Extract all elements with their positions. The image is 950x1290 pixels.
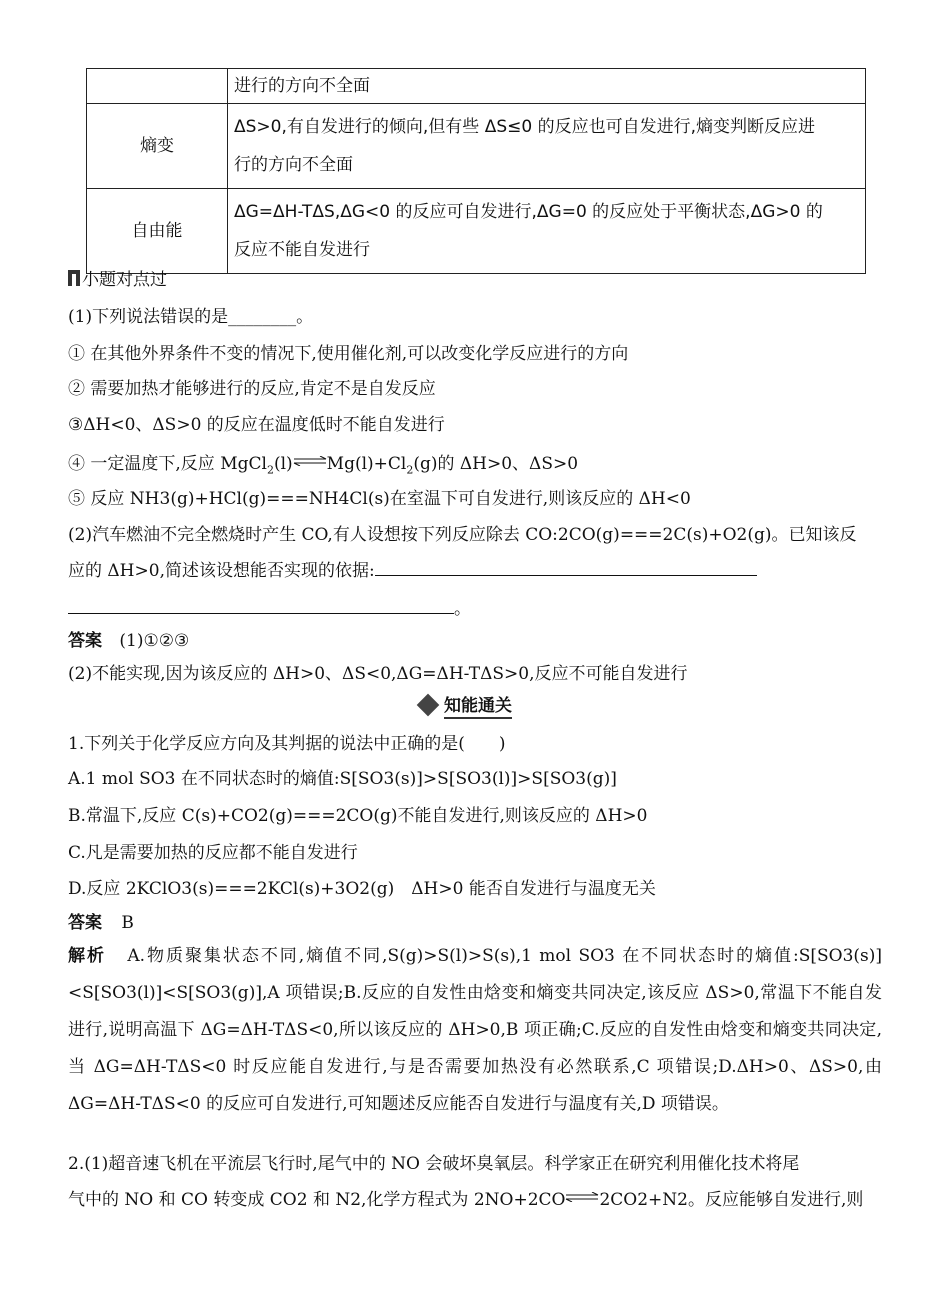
answer-line: (2)不能实现,因为该反应的 ΔH>0、ΔS<0,ΔG=ΔH-TΔS>0,反应不可能自发进行 xyxy=(68,664,688,684)
table-value-cell xyxy=(228,189,866,274)
table-row xyxy=(87,104,866,189)
answer-label: 答案 xyxy=(68,631,102,651)
mc-stem: 1.下列关于化学反应方向及其判据的说法中正确的是( ) xyxy=(68,734,506,754)
option-2: ② 需要加热才能够进行的反应,肯定不是自发反应 xyxy=(68,379,436,399)
criteria-table xyxy=(86,68,866,274)
mc-option-d: D.反应 2KClO3(s)===2KCl(s)+3O2(g) ΔH>0 能否自发进行与温度无关 xyxy=(68,879,656,899)
question-2-line xyxy=(68,556,757,581)
mc-option-a: A.1 mol SO3 在不同状态时的熵值:S[SO3(s)]>S[SO3(l)]>S[SO3(g)] xyxy=(68,769,617,789)
answer-text: B xyxy=(121,913,134,933)
option-1: ① 在其他外界条件不变的情况下,使用催化剂,可以改变化学反应进行的方向 xyxy=(68,344,629,364)
mc-option-b: B.常温下,反应 C(s)+CO2(g)===2CO(g)不能自发进行,则该反应的 ΔH>0 xyxy=(68,806,648,826)
diamond-icon xyxy=(417,694,440,717)
option-4: ④ 一定温度下,反应 MgCl$_2$(l) $Mg(l)+Cl_2(g)$的 ΔH>0、ΔS>0 xyxy=(68,454,579,477)
answer-text: (1)①②③ xyxy=(119,631,190,651)
option-5: ⑤ 反应 NH3(g)+HCl(g)===NH4Cl(s)在室温下可自发进行,则该反应的 ΔH<0 xyxy=(68,489,691,509)
banner-title: 知能通关 xyxy=(444,691,512,719)
option-4-text: (g)的 ΔH>0、ΔS>0 xyxy=(413,454,579,474)
question-2-line: (2)汽车燃油不完全燃烧时产生 CO,有人设想按下列反应除去 CO:2CO(g)===2C(s)+O2(g)。已知该反 xyxy=(68,525,857,545)
answer-line xyxy=(68,908,134,933)
question-text: 气中的 NO 和 CO 转变成 CO2 和 N2,化学方程式为 2NO+2CO xyxy=(68,1190,566,1210)
question-2-line xyxy=(68,594,471,619)
table-value-cell xyxy=(228,104,866,189)
question-text: 2CO2+N2。反应能够自发进行,则 xyxy=(599,1190,864,1210)
question-line xyxy=(68,1185,863,1210)
table-value-line: 行的方向不全面 xyxy=(234,155,353,175)
table-row xyxy=(87,189,866,274)
option-4-text: Mg(l)+Cl xyxy=(326,454,407,474)
table-key-cell: 自由能 xyxy=(87,189,228,274)
answer-blank xyxy=(375,559,757,576)
analysis-text: A.物质聚集状态不同,熵值不同,S(g)>S(l)>S(s),1 mol SO3 在不同状态时的熵值:S[SO3(s)]<S[SO3(l)]<S[SO3(g)],A 项错误;B.反应的自发性由焓变和熵变共同决定,该反应 ΔS>0,常温下不能自发进行,说明高温下 ΔG=ΔH-TΔS<0,所以该反应的 ΔH>0,B 项正确;C.反应的自发性由焓变和熵变共同决定,当 ΔG=ΔH-TΔS<0 时反应能自发进行,与是否需要加热没有必然联系,C 项错误;D.ΔH>0、ΔS>0,由 ΔG=ΔH-TΔS<0 的反应可自发进行,可知题述反应能否自发进行与温度有关,D 项错误。 xyxy=(68,946,883,1114)
table-value-line: ΔS>0,有自发进行的倾向,但有些 ΔS≤0 的反应也可自发进行,熵变判断反应进 xyxy=(234,117,815,137)
option-4-text: (l) xyxy=(273,454,293,474)
section-heading xyxy=(68,265,167,290)
table-key-cell: 熵变 xyxy=(87,104,228,189)
equilibrium-arrow-icon xyxy=(293,456,327,466)
mc-option-c: C.凡是需要加热的反应都不能自发进行 xyxy=(68,843,358,863)
table-key-cell xyxy=(87,69,228,104)
table-value-cell: 进行的方向不全面 xyxy=(228,69,866,104)
answer-line xyxy=(68,626,189,651)
answer-label: 答案 xyxy=(68,913,102,933)
table-row xyxy=(87,69,866,104)
analysis-paragraph xyxy=(68,938,882,1123)
answer-blank xyxy=(68,597,454,614)
option-3: ③ΔH<0、ΔS>0 的反应在温度低时不能自发进行 xyxy=(68,415,445,435)
question-2-text: 应的 ΔH>0,简述该设想能否实现的依据: xyxy=(68,561,375,581)
table-value-line: 反应不能自发进行 xyxy=(234,240,370,260)
section-marker-icon xyxy=(68,270,80,286)
question-2-text: 。 xyxy=(454,599,471,619)
analysis-label: 解析 xyxy=(68,946,106,966)
section-banner xyxy=(420,691,512,719)
section-title: 小题对点过 xyxy=(82,270,167,290)
equilibrium-arrow-icon xyxy=(565,1192,599,1202)
table-value-line: ΔG=ΔH-TΔS,ΔG<0 的反应可自发进行,ΔG=0 的反应处于平衡状态,ΔG>0 的 xyxy=(234,202,823,222)
question-line: 2.(1)超音速飞机在平流层飞行时,尾气中的 NO 会破坏臭氧层。科学家正在研究利用催化技术将尾 xyxy=(68,1154,800,1174)
question-stem: (1)下列说法错误的是________。 xyxy=(68,307,314,327)
option-4-text: ④ 一定温度下,反应 MgCl xyxy=(68,454,267,474)
